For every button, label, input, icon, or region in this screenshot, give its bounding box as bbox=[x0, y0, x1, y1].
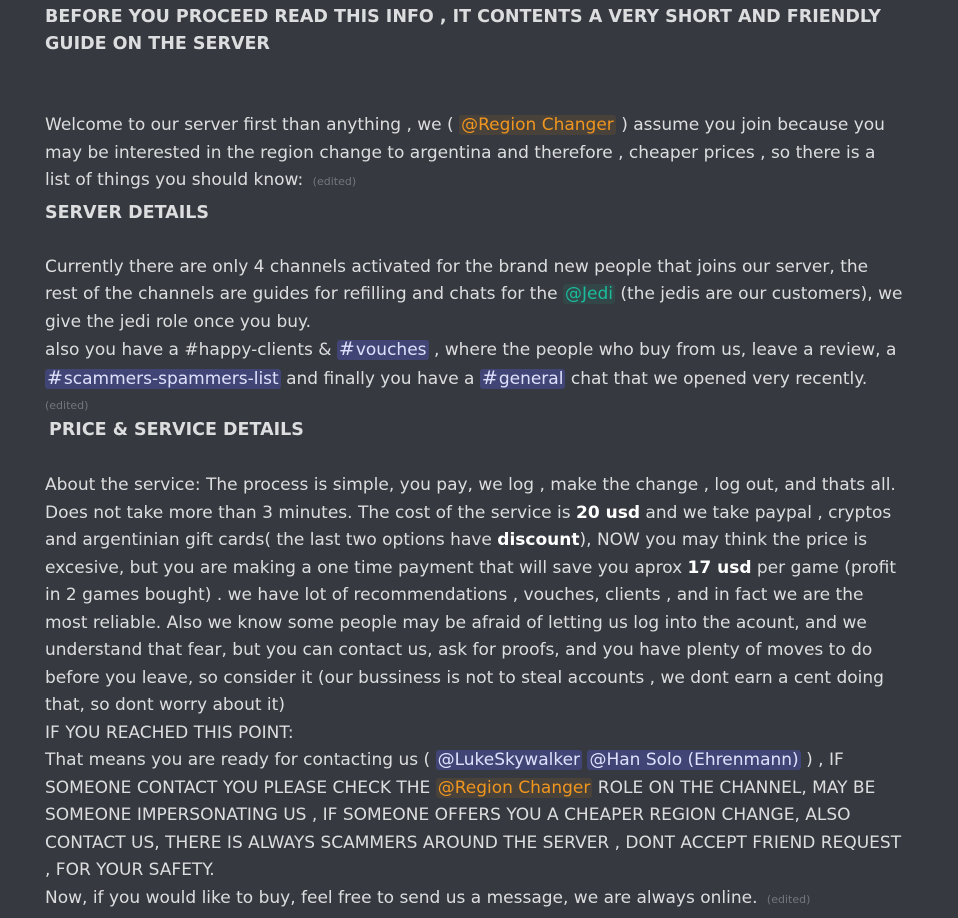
edited-row bbox=[45, 393, 905, 417]
channel-vouches-label: vouches bbox=[355, 340, 427, 360]
price-text-9: Now, if you would like to buy, feel free to send us a message, we are always online. bbox=[45, 887, 758, 908]
price-bold-17usd: 17 usd bbox=[687, 557, 752, 578]
heading-price-service: PRICE & SERVICE DETAILS bbox=[49, 420, 304, 440]
mention-lukeskywalker[interactable]: @LukeSkywalker bbox=[437, 750, 581, 770]
message-content bbox=[45, 4, 905, 913]
server-text-4: , where the people who buy from us, leave a review, a bbox=[433, 340, 897, 360]
channel-general-label: general bbox=[498, 368, 564, 389]
server-text-5: and finally you have a bbox=[286, 368, 475, 389]
channel-scammers-label: scammers-spammers-list bbox=[63, 368, 279, 389]
server-text-1: Currently there are only 4 channels activated for the brand new people that joins our server, the rest of the channels are guides for refilling and chats for the bbox=[45, 256, 869, 304]
welcome-text-2: ) assume you join because you may be interested in the region change to argentina and therefore , cheaper prices , so there is a list of things you should know: bbox=[45, 115, 885, 190]
welcome-paragraph bbox=[45, 112, 905, 196]
price-text-1: About the service: The process is simple, you pay, we log , make the change , log out, and thats all. Does not take more than 3 minutes. The cost of the service is bbox=[45, 475, 896, 523]
price-text-5: IF YOU REACHED THIS POINT: bbox=[45, 722, 294, 743]
price-text-2: and we take paypal , cryptos and argentinian gift cards( the last two options have bbox=[45, 502, 892, 550]
price-text-3: ), NOW you may think the price is excesive, but you are making a one time payment that will save you aprox bbox=[45, 530, 868, 578]
server-text-6: chat that we opened very recently. bbox=[570, 368, 868, 389]
hash-icon: # bbox=[481, 366, 498, 389]
server-paragraph bbox=[45, 254, 905, 394]
mention-han-solo[interactable]: @Han Solo (Ehrenmann) bbox=[589, 750, 799, 770]
server-text-2: (the jedis are our customers), we give the jedi role once you buy. bbox=[45, 284, 903, 332]
heading-intro: BEFORE YOU PROCEED READ THIS INFO , IT CONTENTS A VERY SHORT AND FRIENDLY GUIDE ON THE SERVER bbox=[45, 7, 881, 54]
price-text-4: per game (profit in 2 games bought) . we have lot of recommendations , vouches, clients , and in fact we are the most reliable. Also we know some people may be afraid of letting us log into the acount, and we understand that fear, but you can contact us, ask for proofs, and you have plenty of moves to do before you leave, so consider it (our bussiness is not to steal accounts , we dont earn a cent doing that, so dont worry about it) bbox=[45, 557, 897, 715]
price-text-7: ) , IF SOMEONE CONTACT YOU PLEASE CHECK THE bbox=[45, 750, 844, 798]
price-text-6: That means you are ready for contacting us ( bbox=[45, 750, 431, 770]
welcome-text-1: Welcome to our server first than anything , we ( bbox=[45, 115, 454, 135]
edited-label: (edited) bbox=[45, 399, 89, 412]
edited-label: (edited) bbox=[766, 892, 811, 906]
channel-scammers-spammers-list[interactable] bbox=[45, 366, 281, 389]
heading-server-details: SERVER DETAILS bbox=[45, 202, 209, 223]
server-text-3: also you have a #happy-clients & bbox=[45, 340, 332, 360]
price-bold-discount: discount bbox=[497, 530, 580, 550]
mention-region-changer[interactable]: @Region Changer bbox=[437, 777, 591, 798]
channel-vouches[interactable] bbox=[337, 340, 429, 360]
edited-label: (edited) bbox=[312, 175, 357, 188]
channel-general[interactable] bbox=[480, 366, 566, 389]
mention-region-changer[interactable]: @Region Changer bbox=[461, 115, 614, 135]
hash-icon: # bbox=[338, 338, 355, 360]
mention-jedi[interactable]: @Jedi bbox=[564, 284, 613, 304]
price-bold-20usd: 20 usd bbox=[576, 502, 640, 523]
hash-icon: # bbox=[47, 366, 63, 389]
price-text-8: ROLE ON THE CHANNEL, MAY BE SOMEONE IMPERSONATING US , IF SOMEONE OFFERS YOU A CHEAPER REGION CHANGE, ALSO CONTACT US, THERE IS ALWAYS SCAMMERS AROUND THE SERVER , DONT ACCEPT FRIEND REQUEST , FOR YOUR SAFETY. bbox=[45, 777, 902, 880]
price-paragraph bbox=[45, 472, 905, 913]
